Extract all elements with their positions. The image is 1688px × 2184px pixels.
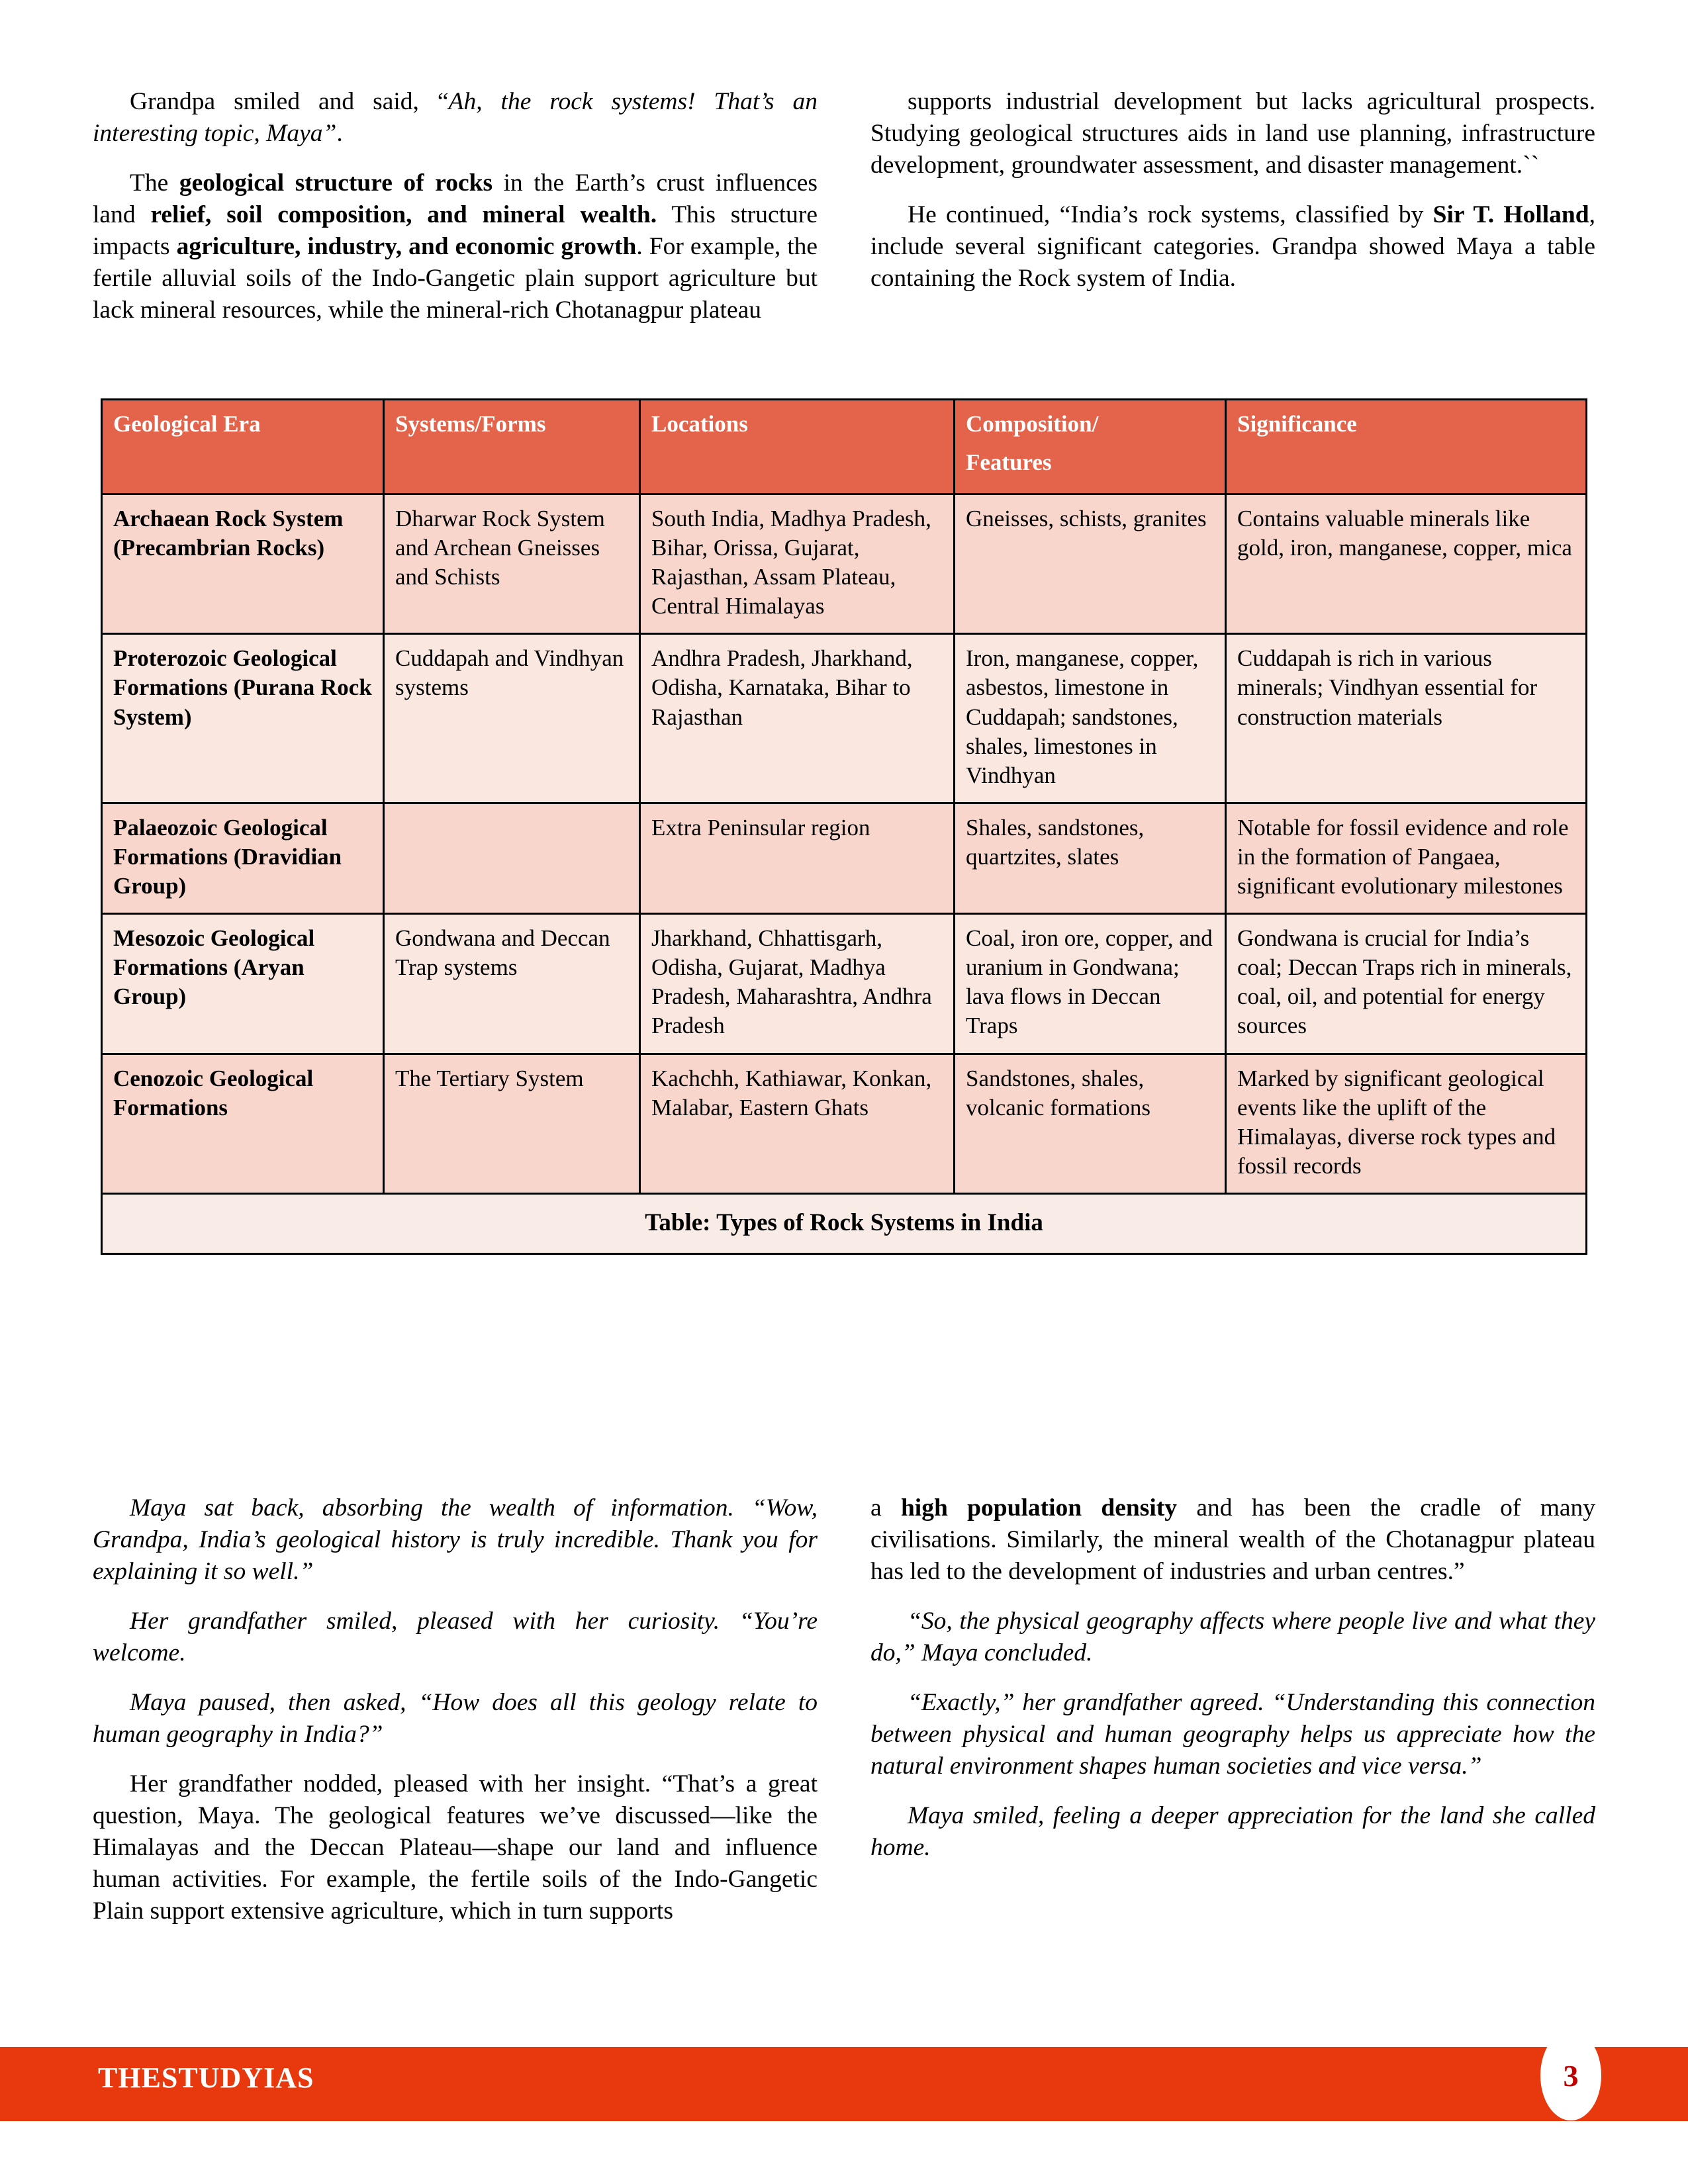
table-row [102,1054,1587,1193]
cell-significance: Gondwana is crucial for India’s coal; Deccan Traps rich in minerals, coal, oil, and potential for energy sources [1226,914,1587,1054]
cell-composition-features: Coal, iron ore, copper, and uranium in Gondwana; lava flows in Deccan Traps [955,914,1226,1054]
paragraph-physical-geography-affects [870,1606,1595,1669]
table-body [102,494,1587,1194]
cell-systems-forms: Gondwana and Deccan Trap systems [384,914,640,1054]
paragraph-grandpa-quote [93,86,818,150]
text-run: Her grandfather smiled, pleased with her curiosity. “You’re welcome. [93,1608,818,1666]
cell-significance: Marked by significant geological events like the uplift of the Himalayas, diverse rock types and fossil records [1226,1054,1587,1193]
cell-era: Palaeozoic Geological Formations (Dravidian Group) [102,803,384,913]
paragraph-maya-sat-back [93,1492,818,1588]
table-row [102,803,1587,913]
cell-composition-features: Shales, sandstones, quartzites, slates [955,803,1226,913]
cell-era: Archaean Rock System (Precambrian Rocks) [102,494,384,634]
bold-run: relief, soil composition, and mineral wealth. [150,201,657,228]
text-run: “Exactly,” her grandfather agreed. “Understanding this connection between physical and human geography helps us appreciate how the natural environment shapes human societies and vice versa.” [870,1689,1595,1780]
table-caption-row [102,1193,1587,1254]
col-header-features-label: Features [966,449,1052,476]
text-run: This structure impacts [93,201,818,260]
col-header-systems-forms [384,400,640,494]
top-right-column [870,86,1595,326]
col-header-significance-label: Significance [1237,411,1357,437]
top-text-columns [93,86,1595,326]
col-header-composition-features [955,400,1226,494]
top-left-column [93,86,818,326]
cell-era: Cenozoic Geological Formations [102,1054,384,1193]
cell-significance: Notable for fossil evidence and role in the formation of Pangaea, significant evolutionary milestones [1226,803,1587,913]
table-header-row [102,400,1587,494]
cell-locations: Jharkhand, Chhattisgarh, Odisha, Gujarat, Madhya Pradesh, Maharashtra, Andhra Pradesh [640,914,955,1054]
table-row [102,494,1587,634]
rock-systems-table [101,398,1587,1255]
text-run: in the Earth’s crust influences land [93,169,818,228]
table-foot [102,1193,1587,1254]
paragraph-grandfather-smiled [93,1606,818,1669]
paragraph-maya-smiled [870,1800,1595,1864]
cell-systems-forms [384,803,640,913]
paragraph-industrial-development [870,86,1595,181]
col-header-composition-label: Composition/ [966,411,1099,437]
page-number-label: 3 [1563,2058,1579,2093]
cell-locations: Kachchh, Kathiawar, Konkan, Malabar, Eastern Ghats [640,1054,955,1193]
cell-composition-features: Sandstones, shales, volcanic formations [955,1054,1226,1193]
bottom-right-column [870,1492,1595,1927]
page-number-badge [1540,2030,1601,2120]
cell-systems-forms: Cuddapah and Vindhyan systems [384,634,640,803]
table-header [102,400,1587,494]
col-header-systems-forms-label: Systems/Forms [395,411,546,437]
table-caption: Table: Types of Rock Systems in India [102,1193,1587,1254]
bold-run: high population density [900,1494,1178,1522]
text-run: Maya smiled, feeling a deeper appreciation for the land she called home. [870,1802,1595,1861]
bold-run: geological structure of rocks [179,169,493,197]
cell-composition-features: Gneisses, schists, granites [955,494,1226,634]
cell-locations: Extra Peninsular region [640,803,955,913]
col-header-significance [1226,400,1587,494]
text-run: He continued, “India’s rock systems, classified by [908,201,1433,228]
cell-era: Mesozoic Geological Formations (Aryan Group) [102,914,384,1054]
table-row [102,634,1587,803]
text-run: Maya paused, then asked, “How does all this geology relate to human geography in India?” [93,1689,818,1748]
paragraph-population-density [870,1492,1595,1588]
cell-composition-features: Iron, manganese, copper, asbestos, limestone in Cuddapah; sandstones, shales, limestones in Vindhyan [955,634,1226,803]
text-run: The [130,169,179,197]
bold-run: Sir T. Holland [1432,201,1589,228]
paragraph-grandfather-nodded [93,1768,818,1927]
col-header-geological-era-label: Geological Era [113,411,261,437]
cell-significance: Cuddapah is rich in various minerals; Vindhyan essential for construction materials [1226,634,1587,803]
text-run: Her grandfather nodded, pleased with her insight. “That’s a great question, Maya. The geological features we’ve discussed—like the Himalayas and the Deccan Plateau—shape our land and influence human activities. For example, the fertile soils of the Indo-Gangetic Plain support extensive agriculture, which in turn supports [93,1770,818,1925]
table-row [102,914,1587,1054]
text-run: “So, the physical geography affects where people live and what they do,” Maya concluded. [870,1608,1595,1666]
paragraph-holland-classification [870,199,1595,295]
text-run: and has been the cradle of many civilisations. Similarly, the mineral wealth of the Chotanagpur plateau has led to the development of industries and urban centres.” [870,1494,1596,1585]
cell-era: Proterozoic Geological Formations (Purana Rock System) [102,634,384,803]
bold-run: agriculture, industry, and economic growth [176,233,637,260]
paragraph-maya-paused [93,1687,818,1751]
col-header-geological-era [102,400,384,494]
footer-brand: THESTUDYIAS [98,2062,314,2094]
text-run: , include several significant categories. Grandpa showed Maya a table containing the Rock system of India. [870,201,1595,292]
text-run: a [870,1494,901,1522]
col-header-locations [640,400,955,494]
col-header-locations-label: Locations [651,411,748,437]
text-run: . [336,120,343,147]
text-run: supports industrial development but lacks agricultural prospects. Studying geological structures aids in land use planning, infrastructure development, groundwater assessment, and disaster management.`` [870,88,1595,179]
text-run: . For example, the fertile alluvial soils of the Indo-Gangetic plain support agriculture but lack mineral resources, while the mineral-rich Chotanagpur plateau [93,233,818,324]
text-run: Grandpa smiled and said, “ [130,88,449,115]
cell-systems-forms: Dharwar Rock System and Archean Gneisses and Schists [384,494,640,634]
bottom-left-column [93,1492,818,1927]
text-run: Maya sat back, absorbing the wealth of information. “Wow, Grandpa, India’s geological history is truly incredible. Thank you for explaining it so well.” [93,1494,818,1585]
cell-significance: Contains valuable minerals like gold, iron, manganese, copper, mica [1226,494,1587,634]
cell-locations: South India, Madhya Pradesh, Bihar, Orissa, Gujarat, Rajasthan, Assam Plateau, Central Himalayas [640,494,955,634]
cell-systems-forms: The Tertiary System [384,1054,640,1193]
paragraph-exactly-agreed [870,1687,1595,1782]
cell-locations: Andhra Pradesh, Jharkhand, Odisha, Karnataka, Bihar to Rajasthan [640,634,955,803]
paragraph-geological-structure [93,167,818,326]
italic-run: Ah, the rock systems! That’s an interesting topic, Maya” [93,88,818,147]
bottom-text-columns [93,1492,1595,1927]
